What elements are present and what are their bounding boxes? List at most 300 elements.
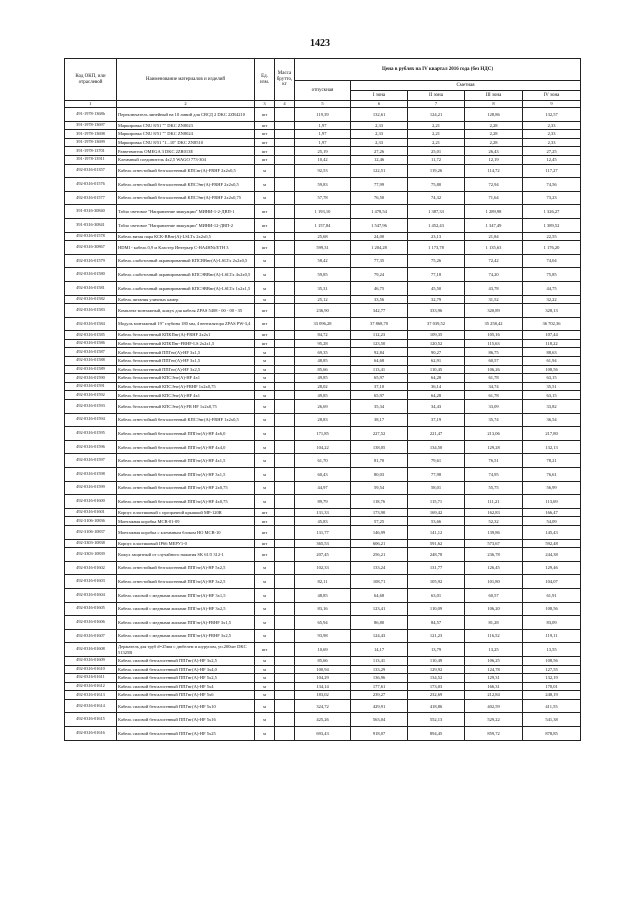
- table-row: [65, 656, 581, 665]
- item-price-otpusk: 44,97: [295, 481, 351, 495]
- item-price-otpusk: 1 157,84: [295, 218, 351, 232]
- item-mass: [275, 365, 295, 374]
- item-price-zone-1: 81,70: [351, 454, 408, 468]
- item-price-zone-3: 61,78: [465, 391, 523, 400]
- item-price-zone-1: 1 204,28: [351, 241, 408, 255]
- item-price-zone-2: 110,49: [408, 656, 465, 665]
- item-price-zone-2: 23,13: [408, 232, 465, 241]
- item-unit: м: [255, 295, 275, 304]
- table-row: [65, 508, 581, 517]
- item-unit: шт: [255, 508, 275, 517]
- column-number: 1: [65, 101, 117, 108]
- item-price-zone-3: 31,52: [465, 295, 523, 304]
- item-price-zone-3: 71,64: [465, 191, 523, 205]
- header-zone-1: I зона: [351, 91, 408, 101]
- item-mass: [275, 643, 295, 657]
- item-price-zone-2: 134,50: [408, 440, 465, 454]
- header-smetnaya: Сметная: [351, 81, 581, 91]
- item-price-zone-4: 36 702,36: [523, 317, 581, 331]
- item-price-zone-3: 114,72: [465, 164, 523, 178]
- table-row: [65, 218, 581, 232]
- item-mass: [275, 468, 295, 482]
- item-price-zone-3: 35,74: [465, 413, 523, 427]
- item-unit: м: [255, 440, 275, 454]
- item-price-zone-4: 217,80: [523, 427, 581, 441]
- item-price-zone-2: 53,66: [408, 517, 465, 526]
- item-price-zone-3: 72,42: [465, 254, 523, 268]
- item-price-zone-3: 34,74: [465, 382, 523, 391]
- item-price-otpusk: 59,85: [295, 268, 351, 282]
- item-unit: м: [255, 348, 275, 357]
- table-row: [65, 588, 581, 602]
- item-unit: шт: [255, 218, 275, 232]
- item-price-otpusk: 1,97: [295, 138, 351, 147]
- price-table: [64, 58, 581, 741]
- item-unit: шт: [255, 548, 275, 562]
- item-price-zone-2: 131,77: [408, 561, 465, 575]
- item-price-zone-2: 894,45: [408, 727, 465, 741]
- item-code: 492-0316-01584: [65, 317, 117, 331]
- item-code: 492-0316-01605: [65, 602, 117, 616]
- item-name: Кабель огнестойкий безгалогенный ППГнг(А)-HF 2х0,75: [117, 481, 255, 495]
- item-price-zone-3: 105,16: [465, 331, 523, 340]
- item-mass: [275, 218, 295, 232]
- item-price-zone-3: 74,95: [465, 468, 523, 482]
- item-name: Кабель силовой с медными жилами ППГнг(А)-HF 3х1,5: [117, 588, 255, 602]
- item-price-otpusk: 10,69: [295, 643, 351, 657]
- table-row: [65, 241, 581, 255]
- item-unit: м: [255, 691, 275, 700]
- table-row: [65, 331, 581, 340]
- item-unit: шт: [255, 155, 275, 164]
- item-price-zone-1: 133,29: [351, 665, 408, 674]
- item-price-zone-2: 32,79: [408, 295, 465, 304]
- table-row: [65, 643, 581, 657]
- item-unit: м: [255, 268, 275, 282]
- item-price-zone-2: 173,03: [408, 682, 465, 691]
- table-row: [65, 121, 581, 130]
- item-price-zone-3: 12,19: [465, 155, 523, 164]
- table-row: [65, 205, 581, 219]
- item-price-zone-3: 2,28: [465, 130, 523, 139]
- item-price-zone-1: 146,99: [351, 525, 408, 539]
- item-price-zone-1: 64,68: [351, 357, 408, 366]
- table-row: [65, 602, 581, 616]
- item-price-zone-3: 33,09: [465, 400, 523, 414]
- item-price-zone-1: 27,26: [351, 147, 408, 156]
- item-price-otpusk: 171,85: [295, 427, 351, 441]
- table-row: [65, 382, 581, 391]
- item-price-otpusk: 131,77: [295, 525, 351, 539]
- item-code: 492-0316-01612: [65, 682, 117, 691]
- item-unit: шт: [255, 108, 275, 122]
- item-name: Кабель огнестойкий безгалогенный ППГнг(А)-HF 3х2,5: [117, 575, 255, 589]
- item-price-zone-2: 64,28: [408, 391, 465, 400]
- item-price-otpusk: 57,78: [295, 191, 351, 205]
- item-mass: [275, 331, 295, 340]
- item-price-zone-2: 333,96: [408, 304, 465, 318]
- item-price-zone-4: 63,15: [523, 374, 581, 383]
- item-price-zone-1: 37 868,70: [351, 317, 408, 331]
- item-price-zone-4: 1 176,20: [523, 241, 581, 255]
- item-price-zone-2: 75,80: [408, 178, 465, 192]
- item-price-zone-4: 75,85: [523, 268, 581, 282]
- item-code: 492-0316-01596: [65, 440, 117, 454]
- item-price-zone-4: 78,21: [523, 454, 581, 468]
- item-code: 492-0316-01600: [65, 495, 117, 509]
- item-price-zone-1: 138,05: [351, 440, 408, 454]
- item-name: Кабель огнестойкий безгалогенный КПСнг(А)-FRHF 2х2х0,5: [117, 164, 255, 178]
- item-name: Кабель силовой безгалогенный ППГнг(А)-HF 5х10: [117, 699, 255, 713]
- item-unit: м: [255, 616, 275, 630]
- item-price-zone-1: 1 547,96: [351, 218, 408, 232]
- column-number: 8: [465, 101, 523, 108]
- item-code: 391-0316-30841: [65, 218, 117, 232]
- item-name: Кабель безгалогенный ППГнг(А)-HF 3х1,5: [117, 357, 255, 366]
- item-price-zone-1: 177,61: [351, 682, 408, 691]
- item-price-otpusk: 83,16: [295, 602, 351, 616]
- header-zone-2: II зона: [408, 91, 465, 101]
- item-price-zone-1: 46,75: [351, 281, 408, 295]
- item-code: 492-0316-01611: [65, 674, 117, 683]
- item-price-zone-2: 74,32: [408, 191, 465, 205]
- item-price-zone-2: 2,21: [408, 121, 465, 130]
- item-name: Кабель огнестойкий безгалогенный ППГнг(А)-HF 4х1,5: [117, 454, 255, 468]
- item-price-zone-4: 61,91: [523, 588, 581, 602]
- item-price-zone-4: 2,33: [523, 121, 581, 130]
- item-unit: м: [255, 713, 275, 727]
- item-price-zone-3: 86,75: [465, 348, 523, 357]
- item-price-otpusk: 89,79: [295, 495, 351, 509]
- item-code: 492-0316-01613: [65, 691, 117, 700]
- item-price-zone-1: 24,00: [351, 232, 408, 241]
- item-price-zone-1: 133,24: [351, 561, 408, 575]
- item-price-otpusk: 65,94: [295, 616, 351, 630]
- item-code: 391-1978-13698: [65, 130, 117, 139]
- item-name: Кабель безгалогенный КПСЭнг(А)-FRHF 1х2х0,75: [117, 382, 255, 391]
- item-unit: м: [255, 561, 275, 575]
- item-price-otpusk: 207,45: [295, 548, 351, 562]
- item-unit: м: [255, 427, 275, 441]
- item-price-otpusk: 25,12: [295, 295, 351, 304]
- item-price-zone-1: 77,35: [351, 254, 408, 268]
- item-unit: шт: [255, 138, 275, 147]
- item-price-zone-4: 132,13: [523, 440, 581, 454]
- item-price-zone-3: 106,26: [465, 365, 523, 374]
- table-row: [65, 281, 581, 295]
- item-code: 492-0316-01581: [65, 281, 117, 295]
- item-price-otpusk: 35,31: [295, 281, 351, 295]
- item-mass: [275, 155, 295, 164]
- item-name: Кабель силовой с медными жилами ППГнг(А)-FRHF 3х2,5: [117, 629, 255, 643]
- item-price-zone-2: 124,21: [408, 108, 465, 122]
- table-row: [65, 374, 581, 383]
- item-price-otpusk: 85,66: [295, 656, 351, 665]
- item-name: Кабель огнестойкий безгалогенный ППГнг(А)-HF 4х6,0: [117, 427, 255, 441]
- item-code: 391-1978-13699: [65, 138, 117, 147]
- table-row: [65, 629, 581, 643]
- item-name: Корпус пластиковый с прозрачной крышкой МР-120R: [117, 508, 255, 517]
- item-unit: шт: [255, 517, 275, 526]
- item-price-zone-1: 86,80: [351, 616, 408, 630]
- column-number: 7: [408, 101, 465, 108]
- item-code: 492-0316-01357: [65, 164, 117, 178]
- item-price-zone-4: 63,15: [523, 391, 581, 400]
- item-price-zone-4: 170,01: [523, 682, 581, 691]
- item-price-zone-3: 13,25: [465, 643, 523, 657]
- item-price-zone-4: 248,19: [523, 691, 581, 700]
- item-price-zone-4: 88,63: [523, 348, 581, 357]
- item-code: 391-1978-13911: [65, 155, 117, 164]
- item-price-zone-4: 104,07: [523, 575, 581, 589]
- column-number: 9: [523, 101, 581, 108]
- item-price-otpusk: 25,19: [295, 147, 351, 156]
- item-name: Табло световое "Направление эвакуации" МИНИ-12-ДВП-2: [117, 218, 255, 232]
- item-name: Маркировка CNU 8/51 "" DKC ZN8024: [117, 130, 255, 139]
- item-price-zone-2: 37,19: [408, 413, 465, 427]
- table-row: [65, 232, 581, 241]
- item-price-zone-4: 592,48: [523, 539, 581, 548]
- item-price-zone-1: 57,25: [351, 517, 408, 526]
- item-price-zone-4: 129,46: [523, 561, 581, 575]
- item-price-zone-1: 2,33: [351, 130, 408, 139]
- item-mass: [275, 525, 295, 539]
- item-price-zone-3: 2,28: [465, 138, 523, 147]
- item-price-zone-2: 1 173,78: [408, 241, 465, 255]
- item-price-zone-1: 1 478,54: [351, 205, 408, 219]
- item-price-zone-2: 11,72: [408, 155, 465, 164]
- item-code: 492-0316-01585: [65, 331, 117, 340]
- item-mass: [275, 108, 295, 122]
- item-price-zone-1: 14,17: [351, 643, 408, 657]
- item-mass: [275, 561, 295, 575]
- table-row: [65, 339, 581, 348]
- item-code: 492-3106-10837: [65, 525, 117, 539]
- item-code: 391-0316-30840: [65, 205, 117, 219]
- item-code: 492-0316-01582: [65, 295, 117, 304]
- item-price-zone-4: 132,19: [523, 674, 581, 683]
- item-price-otpusk: 95,28: [295, 339, 351, 348]
- item-code: 391-1978-13701: [65, 147, 117, 156]
- item-price-zone-1: 123,41: [351, 602, 408, 616]
- item-price-otpusk: 85,66: [295, 365, 351, 374]
- item-mass: [275, 348, 295, 357]
- item-price-zone-1: 113,41: [351, 656, 408, 665]
- item-price-zone-1: 80,03: [351, 468, 408, 482]
- item-price-zone-2: 64,28: [408, 374, 465, 383]
- item-price-otpusk: 1 193,10: [295, 205, 351, 219]
- item-unit: м: [255, 468, 275, 482]
- item-price-zone-4: 74,04: [523, 254, 581, 268]
- item-name: Кабель огнестойкий безгалогенный ППГнг(А)-HF 4х0,75: [117, 495, 255, 509]
- item-code: 492-0316-30867: [65, 241, 117, 255]
- item-mass: [275, 539, 295, 548]
- item-mass: [275, 588, 295, 602]
- item-price-otpusk: 365,53: [295, 539, 351, 548]
- item-unit: м: [255, 495, 275, 509]
- item-price-zone-2: 2,21: [408, 138, 465, 147]
- item-name: Модуль монтажный 19" глубина 180 мм, 4 вентилятора ZPAS PW-3,4: [117, 317, 255, 331]
- item-price-zone-3: 81,28: [465, 616, 523, 630]
- item-code: 492-0316-01590: [65, 374, 117, 383]
- table-row: [65, 575, 581, 589]
- item-code: 492-0316-01591: [65, 382, 117, 391]
- table-row: [65, 440, 581, 454]
- item-unit: шт: [255, 130, 275, 139]
- item-price-zone-1: 76,50: [351, 191, 408, 205]
- item-unit: м: [255, 232, 275, 241]
- item-price-zone-2: 2,21: [408, 130, 465, 139]
- item-mass: [275, 454, 295, 468]
- item-price-zone-1: 108,71: [351, 575, 408, 589]
- header-zone-4: IV зона: [523, 91, 581, 101]
- item-price-zone-2: 1 452,43: [408, 218, 465, 232]
- item-price-otpusk: 92,53: [295, 164, 351, 178]
- item-price-zone-3: 212,84: [465, 691, 523, 700]
- item-price-zone-2: 13,79: [408, 643, 465, 657]
- item-price-otpusk: 104,22: [295, 440, 351, 454]
- header-code: Код ОКП, или отраслевой: [65, 59, 117, 101]
- item-name: Кабель безгалогенный КПСЭнг(А)-HF 4х1: [117, 374, 255, 383]
- item-name: Кабель огнестойкий безгалогенный ППГнг(А)-HF 4х4,0: [117, 440, 255, 454]
- item-code: 492-0316-01616: [65, 727, 117, 741]
- item-price-zone-4: 2,33: [523, 138, 581, 147]
- item-price-zone-4: 127,55: [523, 665, 581, 674]
- item-price-zone-4: 1 326,27: [523, 205, 581, 219]
- item-price-otpusk: 104,29: [295, 674, 351, 683]
- item-price-zone-2: 248,78: [408, 548, 465, 562]
- item-code: 492-0316-01602: [65, 561, 117, 575]
- item-price-zone-1: 606,21: [351, 539, 408, 548]
- item-price-zone-2: 45,50: [408, 281, 465, 295]
- item-name: Разветвитель OMEGA 3 DKC 2ZR013E: [117, 147, 255, 156]
- item-code: 492-0316-01589: [65, 365, 117, 374]
- item-name: Кабель огнестойкий безгалогенный ППГнг(А)-HF 3х1,5: [117, 468, 255, 482]
- item-price-zone-2: 77,98: [408, 468, 465, 482]
- item-price-zone-2: 34,43: [408, 400, 465, 414]
- item-price-zone-2: 109,35: [408, 331, 465, 340]
- item-mass: [275, 121, 295, 130]
- item-unit: м: [255, 665, 275, 674]
- item-price-otpusk: 93,98: [295, 629, 351, 643]
- item-price-zone-1: 65,97: [351, 374, 408, 383]
- item-price-otpusk: 10,42: [295, 155, 351, 164]
- item-mass: [275, 699, 295, 713]
- item-code: 492-0316-01608: [65, 643, 117, 657]
- item-price-zone-3: 72,94: [465, 178, 523, 192]
- table-row: [65, 454, 581, 468]
- item-price-zone-2: 58,01: [408, 481, 465, 495]
- item-code: 492-0316-01593: [65, 400, 117, 414]
- item-name: Кабель питания уличных камер: [117, 295, 255, 304]
- item-name: Кабель силовой безгалогенный ППГнг(А)-HF 3х4,0: [117, 665, 255, 674]
- item-price-zone-3: 61,78: [465, 374, 523, 383]
- item-price-zone-4: 32,22: [523, 295, 581, 304]
- item-price-zone-1: 342,77: [351, 304, 408, 318]
- item-price-zone-3: 573,67: [465, 539, 523, 548]
- item-code: 492-0316-01607: [65, 629, 117, 643]
- item-code: 492-3106-10836: [65, 517, 117, 526]
- item-price-zone-4: 73,23: [523, 191, 581, 205]
- item-unit: шт: [255, 205, 275, 219]
- item-price-zone-2: 110,09: [408, 602, 465, 616]
- item-price-zone-3: 1 135,63: [465, 241, 523, 255]
- table-row: [65, 130, 581, 139]
- item-price-otpusk: 119,39: [295, 108, 351, 122]
- item-price-zone-2: 62,91: [408, 357, 465, 366]
- table-row: [65, 164, 581, 178]
- item-price-zone-3: 2,28: [465, 121, 523, 130]
- item-price-zone-1: 563,04: [351, 713, 408, 727]
- item-price-zone-4: 541,38: [523, 713, 581, 727]
- item-price-zone-3: 21,84: [465, 232, 523, 241]
- item-name: Комплект монтажный, кожух для кабеля ZPAS 5408 - 00 - 00 - 35: [117, 304, 255, 318]
- item-mass: [275, 616, 295, 630]
- item-price-zone-4: 54,09: [523, 517, 581, 526]
- item-price-otpusk: 1,97: [295, 121, 351, 130]
- item-code: 492-0316-01604: [65, 588, 117, 602]
- item-mass: [275, 164, 295, 178]
- item-price-zone-2: 221,47: [408, 427, 465, 441]
- table-row: [65, 548, 581, 562]
- item-price-zone-1: 33,56: [351, 295, 408, 304]
- item-price-zone-4: 44,75: [523, 281, 581, 295]
- item-price-zone-1: 122,51: [351, 164, 408, 178]
- item-price-otpusk: 82,11: [295, 575, 351, 589]
- item-price-zone-3: 1 289,98: [465, 205, 523, 219]
- item-price-zone-4: 74,56: [523, 178, 581, 192]
- item-price-zone-3: 55,75: [465, 481, 523, 495]
- item-code: 492-0316-01609: [65, 656, 117, 665]
- item-name: Переключатель линейный на 10 линий для СВСД 2 DKC 2ZR4210: [117, 108, 255, 122]
- item-price-otpusk: 693,43: [295, 727, 351, 741]
- item-unit: м: [255, 191, 275, 205]
- item-name: Кабель огнестойкий безгалогенный КПСЭнг(А)-FRHF 2х2х0,5: [117, 178, 255, 192]
- item-price-zone-4: 244,38: [523, 548, 581, 562]
- item-price-zone-4: 27,25: [523, 147, 581, 156]
- item-code: 492-0316-01586: [65, 339, 117, 348]
- item-price-zone-2: 110,45: [408, 365, 465, 374]
- item-mass: [275, 374, 295, 383]
- item-price-zone-3: 128,86: [465, 108, 523, 122]
- item-price-zone-1: 123,50: [351, 339, 408, 348]
- item-price-zone-3: 43,78: [465, 281, 523, 295]
- item-price-zone-4: 56,99: [523, 481, 581, 495]
- item-name: Кабель огнестойкий безгалогенный КПСЭнг(А)-FRHF 1х2х0,5: [117, 413, 255, 427]
- item-price-zone-4: 33,82: [523, 400, 581, 414]
- item-price-zone-4: 118,22: [523, 339, 581, 348]
- item-price-zone-3: 402,59: [465, 699, 523, 713]
- item-name: Кабель силовой с медными жилами ППГнг(А)-HF 3х2,5: [117, 602, 255, 616]
- item-name: Кабель безгалогенный КПСЭнг(А)-FR HF 1х2х0,75: [117, 400, 255, 414]
- item-price-otpusk: 58,42: [295, 254, 351, 268]
- item-price-otpusk: 59,83: [295, 178, 351, 192]
- item-unit: шт: [255, 147, 275, 156]
- item-mass: [275, 682, 295, 691]
- item-code: 492-0316-01592: [65, 391, 117, 400]
- item-mass: [275, 339, 295, 348]
- item-price-zone-3: 106,20: [465, 602, 523, 616]
- table-row: [65, 138, 581, 147]
- item-mass: [275, 629, 295, 643]
- item-price-otpusk: 49,85: [295, 374, 351, 383]
- item-mass: [275, 317, 295, 331]
- item-price-zone-1: 227,52: [351, 427, 408, 441]
- item-mass: [275, 130, 295, 139]
- item-price-otpusk: 100,94: [295, 665, 351, 674]
- item-code: 492-0316-01580: [65, 268, 117, 282]
- item-price-zone-3: 35 258,42: [465, 317, 523, 331]
